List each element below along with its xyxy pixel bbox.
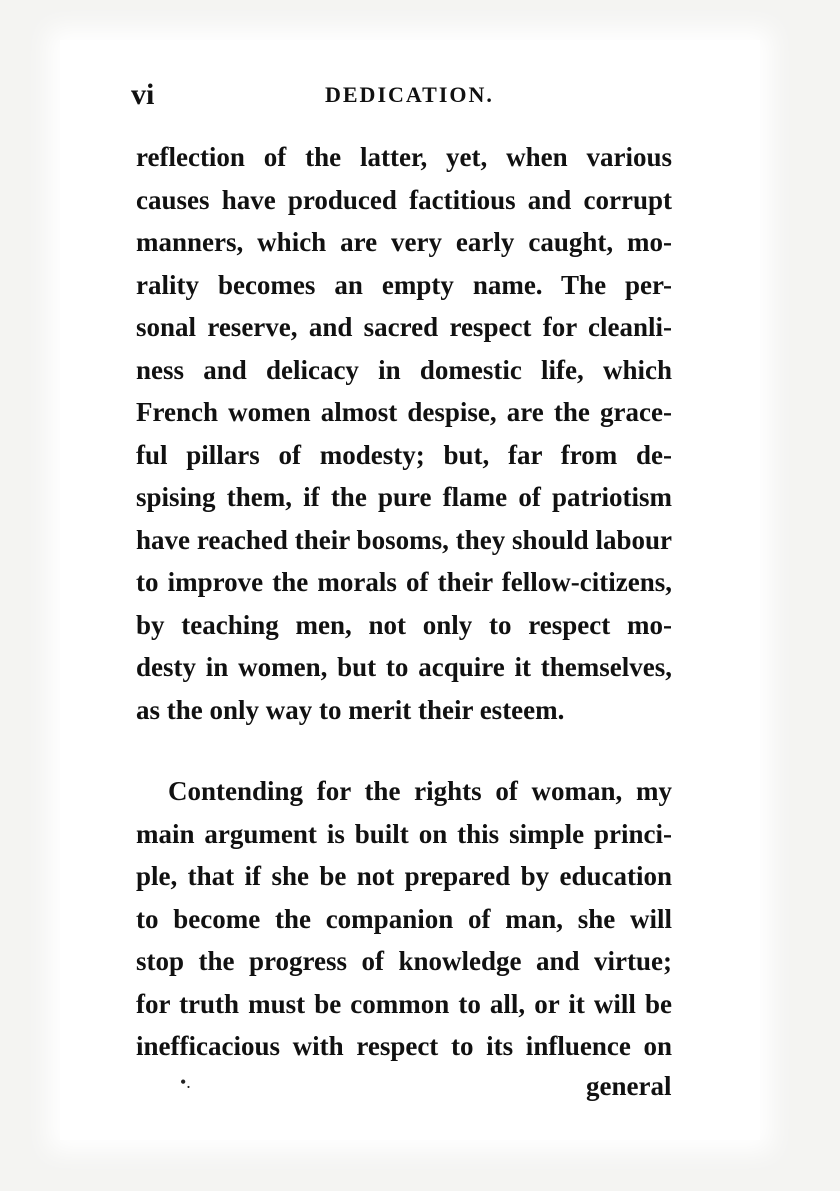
text-line: rality becomes an empty name. The per- [136, 269, 672, 300]
text-line: to improve the morals of their fellow-citizens, [136, 567, 672, 597]
text-line: ness and delicacy in domestic life, which [136, 354, 672, 385]
text-line: to become the companion of man, she will [136, 903, 672, 934]
text-line: French women almost despise, are the grace- [136, 397, 672, 427]
running-head [0, 78, 840, 112]
running-title: DEDICATION. [325, 82, 494, 107]
text-line: for truth must be common to all, or it will be [136, 988, 672, 1019]
text-line: ple, that if she be not prepared by education [136, 861, 672, 891]
paragraph-2 [136, 770, 672, 1068]
text-line: sonal reserve, and sacred respect for cleanli- [136, 312, 672, 342]
text-line: desty in women, but to acquire it themselves, [136, 652, 672, 682]
paragraph-1 [136, 136, 672, 731]
text-line: manners, which are very early caught, mo- [136, 227, 672, 257]
text-line: stop the progress of knowledge and virtue; [136, 946, 672, 976]
text-line: spising them, if the pure flame of patriotism [136, 482, 672, 512]
text-line: causes have produced factitious and corrupt [136, 184, 672, 215]
text-line: ful pillars of modesty; but, far from de- [136, 439, 672, 470]
text-line: as the only way to merit their esteem. [136, 694, 565, 725]
catchword: general [586, 1071, 672, 1101]
page-number: vi [131, 78, 155, 111]
text-line: have reached their bosoms, they should labour [136, 524, 672, 555]
text-line: main argument is built on this simple princi- [136, 818, 672, 849]
text-line: Contending for the rights of woman, my [168, 776, 672, 806]
ink-specks: •. [180, 1072, 191, 1092]
text-line: reflection of the latter, yet, when various [136, 142, 672, 172]
text-line: by teaching men, not only to respect mo- [136, 609, 672, 640]
text-line: inefficacious with respect to its influence on [136, 1031, 672, 1061]
